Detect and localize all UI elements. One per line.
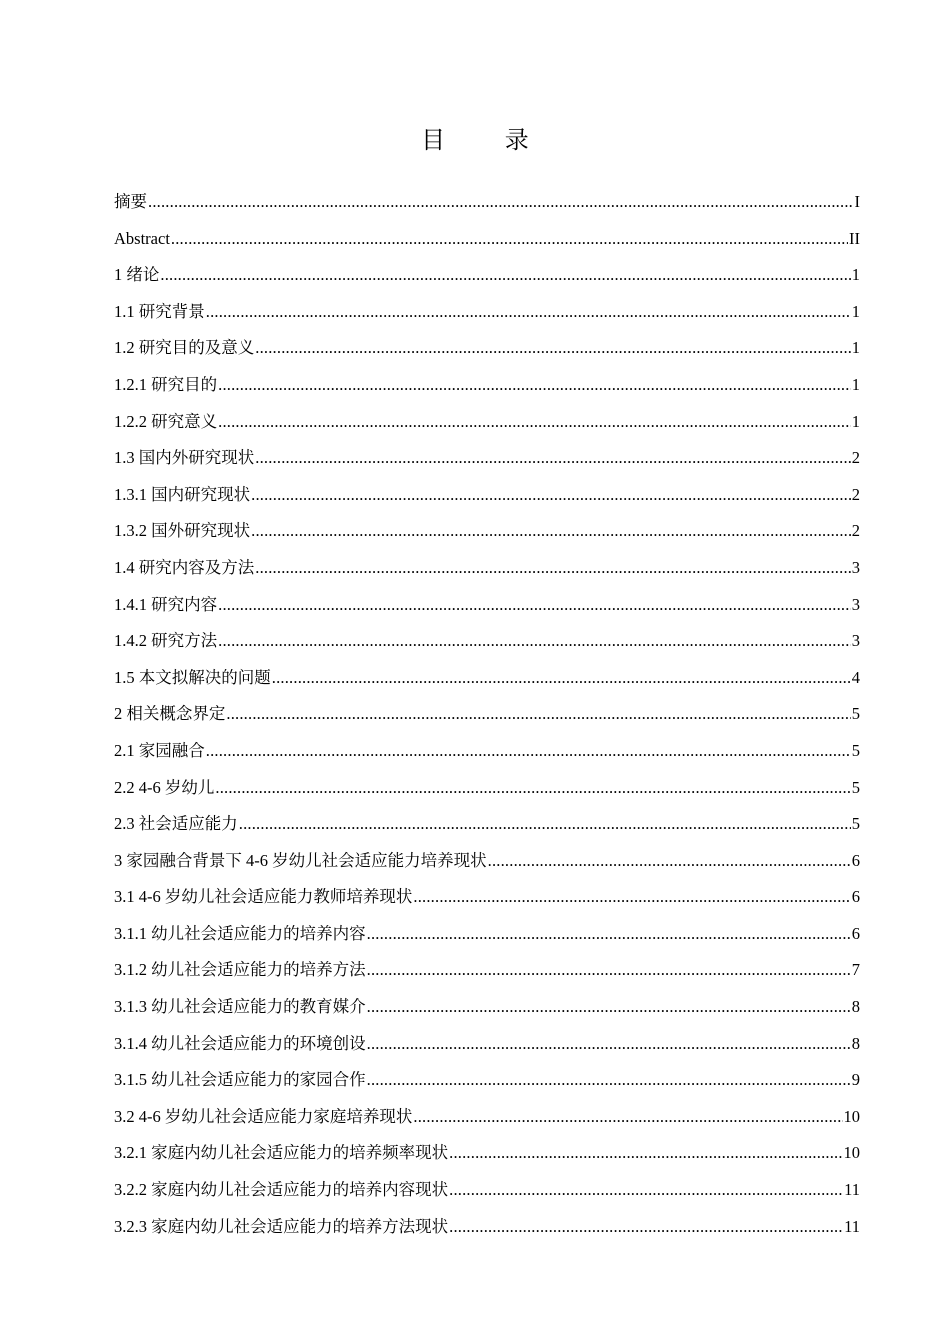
toc-dot-leader	[160, 257, 850, 294]
toc-dot-leader	[367, 916, 851, 953]
toc-entry-page-number: I	[854, 192, 860, 211]
toc-entry-label: 1.5 本文拟解决的问题	[114, 667, 271, 687]
toc-entry-label: 2 相关概念界定	[114, 704, 226, 724]
toc-entry-page-number: 5	[851, 777, 860, 797]
toc-entry[interactable]	[114, 440, 860, 477]
toc-entry-label: 3.1.5 幼儿社会适应能力的家园合作	[114, 1070, 366, 1090]
toc-entry-page-number: 9	[851, 1070, 860, 1090]
toc-entry[interactable]	[114, 843, 860, 880]
toc-dot-leader	[251, 513, 851, 550]
toc-entry[interactable]	[114, 879, 860, 916]
toc-entry[interactable]	[114, 404, 860, 441]
toc-entry[interactable]	[114, 660, 860, 697]
toc-entry-label: 1 绪论	[114, 265, 160, 285]
toc-entry-page-number: 1	[851, 265, 860, 285]
toc-entry-label: 1.4.1 研究内容	[114, 594, 218, 614]
toc-entry-label: 2.3 社会适应能力	[114, 814, 238, 834]
toc-entry-label: Abstract	[114, 228, 170, 248]
toc-entry[interactable]	[114, 623, 860, 660]
toc-title: 目 录	[421, 126, 555, 154]
toc-entry-page-number: 2	[851, 448, 860, 468]
toc-entry-label: 1.2.1 研究目的	[114, 374, 218, 394]
toc-entry-label: 3.2.2 家庭内幼儿社会适应能力的培养内容现状	[114, 1180, 449, 1200]
toc-entry[interactable]	[114, 952, 860, 989]
toc-entry-label: 3.1.2 幼儿社会适应能力的培养方法	[114, 960, 366, 980]
toc-entry-label: 3.1 4-6 岁幼儿社会适应能力教师培养现状	[114, 887, 413, 907]
toc-entry[interactable]	[114, 330, 860, 367]
toc-entry-label: 3.1.3 幼儿社会适应能力的教育媒介	[114, 997, 366, 1017]
toc-entry[interactable]	[114, 806, 860, 843]
toc-dot-leader	[367, 989, 851, 1026]
toc-entry-label: 1.2.2 研究意义	[114, 411, 218, 431]
toc-entry[interactable]	[114, 1135, 860, 1172]
toc-dot-leader	[148, 184, 854, 221]
toc-entry[interactable]	[114, 294, 860, 331]
toc-dot-leader	[206, 294, 851, 331]
toc-entry[interactable]	[114, 1099, 860, 1136]
toc-entry-label: 3.2 4-6 岁幼儿社会适应能力家庭培养现状	[114, 1106, 413, 1126]
toc-entry-page-number: 1	[851, 374, 860, 394]
toc-entry-page-number: 11	[844, 1180, 860, 1200]
toc-dot-leader	[488, 843, 851, 880]
toc-entry-page-number: 6	[851, 850, 860, 870]
toc-dot-leader	[413, 1099, 842, 1136]
toc-dot-leader	[449, 1135, 842, 1172]
toc-dot-leader	[367, 1062, 851, 1099]
toc-dot-leader	[272, 660, 851, 697]
toc-entry[interactable]	[114, 221, 860, 258]
toc-dot-leader	[367, 952, 851, 989]
toc-entry-page-number: 6	[851, 887, 860, 907]
toc-entry[interactable]	[114, 477, 860, 514]
toc-dot-leader	[239, 806, 851, 843]
toc-dot-leader	[251, 477, 851, 514]
toc-entry-label: 1.3.2 国外研究现状	[114, 521, 251, 541]
toc-dot-leader	[215, 770, 850, 807]
toc-entry-label: 3.2.1 家庭内幼儿社会适应能力的培养频率现状	[114, 1143, 449, 1163]
toc-entry-page-number: 2	[851, 484, 860, 504]
toc-entry-page-number: 5	[851, 740, 860, 760]
toc-entry[interactable]	[114, 550, 860, 587]
toc-entry-label: 1.4.2 研究方法	[114, 631, 218, 651]
toc-entry-label: 3.2.3 家庭内幼儿社会适应能力的培养方法现状	[114, 1216, 449, 1236]
toc-entry[interactable]	[114, 770, 860, 807]
toc-entry-label: 1.2 研究目的及意义	[114, 338, 255, 358]
toc-entry[interactable]	[114, 916, 860, 953]
toc-entry-page-number: 6	[851, 923, 860, 943]
toc-entry[interactable]	[114, 513, 860, 550]
toc-dot-leader	[255, 440, 851, 477]
toc-dot-leader	[218, 367, 851, 404]
toc-dot-leader	[413, 879, 850, 916]
toc-entry-label: 3 家园融合背景下 4-6 岁幼儿社会适应能力培养现状	[114, 850, 487, 870]
toc-entry-label: 摘要	[114, 192, 147, 211]
toc-dot-leader	[218, 404, 851, 441]
toc-entry[interactable]	[114, 1172, 860, 1209]
toc-dot-leader	[449, 1209, 843, 1246]
toc-entry-page-number: 8	[851, 1033, 860, 1053]
toc-entry-page-number: 1	[851, 411, 860, 431]
toc-entry[interactable]	[114, 587, 860, 624]
toc-entry-page-number: 5	[851, 704, 860, 724]
toc-entry[interactable]	[114, 1209, 860, 1246]
toc-entry-label: 1.4 研究内容及方法	[114, 557, 255, 577]
toc-dot-leader	[449, 1172, 843, 1209]
toc-entry[interactable]	[114, 989, 860, 1026]
toc-entry-page-number: 11	[844, 1216, 860, 1236]
toc-entry-page-number: 3	[851, 631, 860, 651]
table-of-contents	[114, 184, 860, 1245]
toc-dot-leader	[255, 330, 851, 367]
toc-entry[interactable]	[114, 733, 860, 770]
toc-entry[interactable]	[114, 696, 860, 733]
toc-entry-page-number: 3	[851, 594, 860, 614]
toc-entry-page-number: 8	[851, 997, 860, 1017]
toc-dot-leader	[206, 733, 851, 770]
toc-dot-leader	[226, 696, 850, 733]
toc-dot-leader	[218, 587, 851, 624]
toc-entry[interactable]	[114, 1062, 860, 1099]
toc-dot-leader	[367, 1026, 851, 1063]
toc-entry-page-number: 1	[851, 338, 860, 358]
toc-dot-leader	[171, 221, 848, 258]
toc-entry-page-number: 5	[851, 814, 860, 834]
toc-entry[interactable]	[114, 1026, 860, 1063]
toc-entry[interactable]	[114, 367, 860, 404]
toc-entry-label: 1.1 研究背景	[114, 301, 205, 321]
toc-entry-label: 1.3 国内外研究现状	[114, 448, 255, 468]
toc-entry-page-number: 10	[843, 1106, 860, 1126]
toc-entry-page-number: 4	[851, 667, 860, 687]
toc-entry-page-number: 3	[851, 557, 860, 577]
toc-entry-label: 3.1.4 幼儿社会适应能力的环境创设	[114, 1033, 366, 1053]
toc-entry-page-number: 10	[843, 1143, 860, 1163]
toc-entry-label: 3.1.1 幼儿社会适应能力的培养内容	[114, 923, 366, 943]
toc-entry-label: 1.3.1 国内研究现状	[114, 484, 251, 504]
toc-entry-page-number: 7	[851, 960, 860, 980]
toc-entry[interactable]	[114, 257, 860, 294]
toc-entry-label: 2.1 家园融合	[114, 740, 205, 760]
toc-entry-page-number: 2	[851, 521, 860, 541]
toc-entry-page-number: II	[849, 228, 860, 248]
toc-entry-label: 2.2 4-6 岁幼儿	[114, 777, 215, 797]
toc-dot-leader	[255, 550, 851, 587]
toc-entry-page-number: 1	[851, 301, 860, 321]
toc-entry[interactable]	[114, 184, 860, 221]
toc-dot-leader	[218, 623, 851, 660]
